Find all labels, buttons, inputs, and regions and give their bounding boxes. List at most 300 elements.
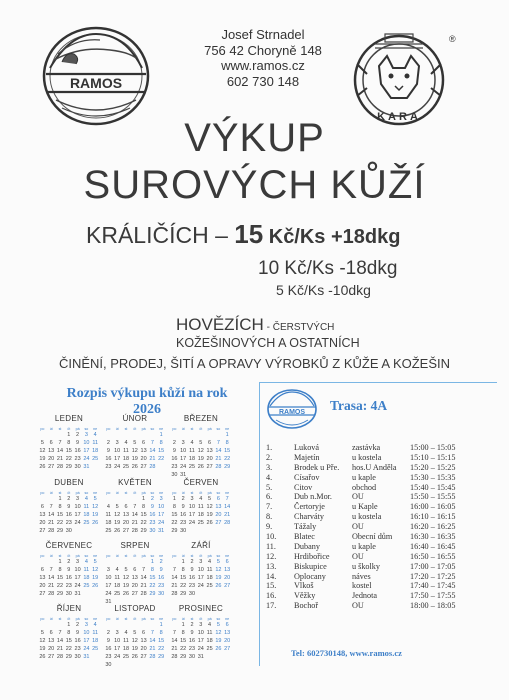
weekday-label: pá [75,427,80,431]
stop-place: u kostela [352,512,382,522]
calendar-day: 20 [224,638,231,644]
calendar-day: 27 [39,591,46,597]
calendar-day: 6 [142,630,146,636]
weekday-label: po [106,427,111,431]
calendar-day: 9 [76,630,80,636]
weekday-label: pá [207,554,212,558]
calendar-day: 31 [158,528,165,534]
calendar-day: 22 [158,646,165,652]
stop-time: 16:20 – 16:25 [410,522,456,532]
calendar-day: 18 [122,456,130,462]
weekday-label: st [58,427,62,431]
calendar-day: 2 [172,440,176,446]
calendar-day: 21 [171,646,178,652]
calendar-day: 14 [215,448,222,454]
calendar-day: 5 [115,504,119,510]
empty-day [188,431,197,439]
empty-day [139,621,148,629]
weekday-label: po [172,554,177,558]
stop-city: Tážaly [294,522,317,532]
calendar-day: 31 [83,654,90,660]
calendar-day: 22 [171,520,178,526]
calendar-day: 23 [74,456,81,462]
weekday-label: st [190,617,194,621]
empty-day [122,621,131,629]
calendar-day: 28 [131,528,138,534]
weekday-label: út [49,491,53,495]
calendar-day: 23 [105,464,112,470]
stop-row [266,552,496,562]
calendar-day: 1 [159,622,163,628]
calendar-day: 18 [92,448,99,454]
calendar-day: 21 [149,646,156,652]
stop-number: 7. [266,502,273,512]
month-name: ČERVENEC [45,541,93,550]
weekday-label: út [115,491,119,495]
calendar-day: 1 [181,622,185,628]
empty-day [214,431,223,439]
calendar-day: 10 [74,567,81,573]
calendar-day: 27 [215,520,222,526]
calendar-day: 16 [188,575,196,581]
calendar-day: 19 [131,456,138,462]
calendar-day: 27 [140,654,147,660]
stop-number: 13. [266,561,277,571]
calendar-day: 29 [180,591,187,597]
calendar-day: 17 [74,512,81,518]
calendar-day: 26 [206,520,213,526]
calendar-day: 26 [122,591,130,597]
weekday-label: po [40,617,45,621]
empty-day [113,558,122,566]
weekday-label: po [40,427,45,431]
calendar-day: 27 [48,654,55,660]
calendar-day: 11 [92,630,99,636]
calendar-day: 30 [188,591,196,597]
calendar-day: 6 [49,440,53,446]
weekday-label: pá [207,427,212,431]
month-days [170,621,232,661]
stop-number: 10. [266,532,277,542]
calendar-day: 21 [56,456,64,462]
stop-city: Blatec [294,532,315,542]
calendar-day: 6 [49,630,53,636]
stop-city: Věžky [294,591,316,601]
calendar-day: 25 [92,646,99,652]
ramos-logo-text: RAMOS [69,75,123,91]
calendar-day: 31 [83,464,90,470]
calendar-day: 24 [114,654,121,660]
calendar-day: 1 [181,559,185,565]
weekday-label: po [40,491,45,495]
calendar-day: 3 [84,622,88,628]
trasa-footer: Tel: 602730148, www.ramos.cz [291,648,402,658]
empty-day [170,431,179,439]
calendar-day: 11 [114,575,121,581]
calendar-title: Rozpis výkupu kůží na rok 2026 [66,386,228,417]
month-name: DUBEN [54,478,84,487]
calendar-day: 1 [58,496,62,502]
stop-city: Dubany [294,541,320,551]
weekday-header [104,489,166,494]
calendar-day: 12 [131,448,138,454]
stop-city: Hrdibořice [294,551,330,561]
calendar-day: 6 [225,622,229,628]
calendar-day: 30 [149,528,156,534]
calendar-day: 17 [114,456,121,462]
stop-number: 3. [266,462,273,472]
stop-time: 17:40 – 17:45 [410,581,456,591]
stop-number: 8. [266,512,273,522]
calendar-day: 10 [188,504,196,510]
calendar-day: 5 [208,496,212,502]
calendar-day: 1 [58,559,62,565]
calendar-day: 29 [65,464,72,470]
calendar-day: 21 [171,583,178,589]
calendar-day: 2 [150,496,154,502]
weekday-label: so [150,427,155,431]
stop-city: Bochoř [294,601,319,611]
calendar-day: 27 [224,583,231,589]
calendar-day: 19 [92,512,99,518]
calendar-day: 31 [105,599,112,605]
weekday-label: út [181,554,185,558]
calendar-day: 9 [106,448,110,454]
stop-row [266,562,496,572]
calendar-day: 22 [65,646,72,652]
contact-web[interactable]: www.ramos.cz [221,58,305,73]
stop-place: OU [352,551,364,561]
stop-city: Luková [294,443,320,452]
calendar-day: 29 [140,528,147,534]
calendar-day: 31 [197,654,204,660]
empty-day [122,558,131,566]
month-name: ZÁŘÍ [191,541,211,550]
stop-number: 2. [266,452,273,462]
weekday-label: út [49,617,53,621]
calendar-month [38,604,100,661]
weekday-label: st [190,491,194,495]
weekday-label: st [190,427,194,431]
month-name: ČERVEN [183,478,219,487]
calendar-day: 19 [206,512,213,518]
calendar-day: 19 [39,456,46,462]
stop-row [266,502,496,512]
calendar-day: 13 [48,638,55,644]
calendar-day: 20 [48,646,55,652]
month-name: LEDEN [54,414,84,423]
calendar-day: 17 [158,512,165,518]
weekday-label: út [115,554,119,558]
calendar-day: 2 [190,559,194,565]
calendar-day: 15 [56,575,64,581]
calendar-day: 11 [189,448,195,454]
calendar-day: 3 [199,622,203,628]
calendar-day: 5 [199,440,203,446]
calendar-day: 2 [76,622,80,628]
calendar-day: 12 [92,567,99,573]
calendar-day: 10 [197,630,204,636]
stop-place: OU [352,492,364,502]
calendar-day: 1 [172,496,176,502]
month-days [104,495,166,535]
stop-city: Oplocany [294,571,326,581]
calendar-day: 1 [150,559,154,565]
calendar-day: 10 [83,440,90,446]
calendar-day: 16 [74,448,81,454]
calendar-day: 30 [180,528,187,534]
calendar-day: 14 [48,512,55,518]
calendar-day: 9 [172,448,176,454]
calendar-day: 3 [76,496,80,502]
ramos-logo [40,24,152,128]
calendar-day: 1 [225,432,229,438]
calendar-day: 2 [106,630,110,636]
calendar-day: 12 [39,448,46,454]
calendar-day: 29 [56,528,64,534]
calendar-day: 13 [48,448,55,454]
trasa-title: Trasa: 4A [330,398,388,413]
weekday-label: ne [93,554,98,558]
weekday-label: st [58,554,62,558]
weekday-label: pá [141,554,146,558]
weekday-header [170,425,232,430]
weekday-label: ne [225,491,230,495]
calendar-day: 26 [92,520,99,526]
calendar-day: 5 [216,622,220,628]
stop-number: 14. [266,571,277,581]
calendar-day: 21 [56,646,64,652]
calendar-day: 2 [181,496,185,502]
weekday-label: so [84,491,89,495]
empty-day [38,621,47,629]
calendar-day: 8 [159,630,163,636]
calendar-day: 20 [224,575,231,581]
weekday-label: po [106,554,111,558]
empty-day [130,621,139,629]
calendar-day: 27 [224,646,231,652]
calendar-day: 26 [39,654,46,660]
calendar-day: 28 [215,464,222,470]
calendar-day: 11 [83,504,90,510]
weekday-label: pá [207,617,212,621]
weekday-label: út [49,554,53,558]
calendar-day: 7 [150,630,154,636]
calendar-day: 13 [140,448,147,454]
calendar-day: 15 [180,575,187,581]
calendar-day: 16 [65,575,72,581]
stop-time: 15:40 – 15:45 [410,482,456,492]
calendar-day: 14 [171,638,178,644]
calendar-day: 12 [215,630,222,636]
calendar-day: 3 [190,496,194,502]
stop-row [266,463,496,473]
calendar-day: 23 [65,520,72,526]
empty-day [122,495,131,503]
headline-line-1: VÝKUP [184,116,325,160]
weekday-label: ne [159,427,164,431]
calendar-day: 31 [180,472,187,478]
calendar-day: 3 [181,440,185,446]
calendar-day: 28 [149,464,156,470]
weekday-label: so [216,617,221,621]
weekday-label: so [216,491,221,495]
calendar-day: 17 [197,638,204,644]
calendar-day: 16 [188,638,196,644]
calendar-day: 29 [56,591,64,597]
calendar-day: 17 [105,583,112,589]
weekday-label: st [124,554,128,558]
calendar-day: 16 [158,575,165,581]
stop-time: 18:00 – 18:05 [410,601,456,611]
calendar-day: 4 [115,567,119,573]
stop-number: 6. [266,492,273,502]
calendar-day: 14 [149,638,156,644]
calendar-day: 26 [131,654,138,660]
calendar-day: 25 [83,583,90,589]
weekday-label: so [216,554,221,558]
month-name: LISTOPAD [114,604,156,613]
stop-city: Majetín [294,452,320,462]
calendar-day: 7 [172,630,176,636]
calendar-day: 29 [65,654,72,660]
calendar-day: 24 [74,583,81,589]
stop-row [266,581,496,591]
calendar-day: 14 [48,575,55,581]
weekday-label: st [124,491,128,495]
calendar-day: 24 [83,456,90,462]
calendar-day: 21 [48,520,55,526]
weekday-label: ne [159,617,164,621]
calendar-month [38,478,100,535]
empty-day [38,431,47,439]
calendar-day: 23 [74,646,81,652]
stop-place: OU [352,522,364,532]
stop-row [266,492,496,502]
weekday-header [104,552,166,557]
weekday-label: čt [133,427,137,431]
calendar-day: 4 [93,622,97,628]
calendar-day: 16 [65,512,72,518]
weekday-label: ne [159,554,164,558]
empty-day [130,431,139,439]
stop-place: náves [352,571,371,581]
calendar-day: 21 [215,456,222,462]
calendar-day: 17 [180,456,187,462]
weekday-label: pá [207,491,212,495]
weekday-label: po [40,554,45,558]
calendar-day: 10 [74,504,81,510]
calendar-day: 6 [225,559,229,565]
calendar-day: 5 [133,630,137,636]
empty-day [148,621,157,629]
calendar-day: 9 [150,504,154,510]
weekday-header [38,552,100,557]
weekday-header [104,425,166,430]
calendar-day: 3 [159,496,163,502]
calendar-day: 23 [180,520,187,526]
calendar-day: 9 [67,567,71,573]
calendar-day: 26 [114,528,121,534]
month-name: PROSINEC [178,604,224,613]
weekday-label: čt [199,554,203,558]
calendar-day: 17 [197,575,204,581]
calendar-day: 30 [158,591,165,597]
empty-day [196,431,205,439]
stop-number: 11. [266,541,276,551]
weekday-label: pá [75,554,80,558]
calendar-day: 18 [92,638,99,644]
weekday-label: pá [141,491,146,495]
month-days [38,431,100,471]
calendar-day: 7 [133,504,137,510]
calendar-day: 15 [65,448,72,454]
calendar-day: 9 [76,440,80,446]
empty-day [170,558,179,566]
calendar-day: 18 [105,520,112,526]
calendar-day: 27 [131,591,138,597]
stop-row [266,483,496,493]
calendar-day: 13 [39,575,46,581]
calendar-day: 28 [171,654,178,660]
stop-time: 15:00 – 15:05 [410,443,456,452]
weekday-label: čt [67,617,71,621]
stop-number: 1. [266,443,273,452]
stop-row [266,473,496,483]
rabbit-price-line [86,219,400,250]
weekday-label: st [124,427,128,431]
empty-day [139,431,148,439]
calendar-day: 12 [131,638,138,644]
calendar-day: 25 [122,654,130,660]
calendar-day: 8 [225,440,229,446]
calendar-day: 15 [158,448,165,454]
stop-place: kostel [352,581,372,591]
empty-day [113,495,122,503]
calendar-day: 13 [215,504,222,510]
calendar-day: 28 [48,528,55,534]
calendar-day: 24 [105,591,112,597]
calendar-day: 9 [159,567,163,573]
calendar-month [170,604,232,661]
calendar-day: 13 [224,630,231,636]
calendar-day: 8 [142,504,146,510]
calendar-day: 10 [114,448,121,454]
calendar-day: 12 [122,575,130,581]
empty-day [104,431,113,439]
weekday-label: čt [199,617,203,621]
calendar-day: 20 [39,520,46,526]
empty-day [139,558,148,566]
calendar-day: 14 [131,512,138,518]
calendar-day: 13 [39,512,46,518]
stop-time: 15:50 – 15:55 [410,492,456,502]
calendar-day: 12 [206,504,213,510]
calendar-day: 26 [39,464,46,470]
calendar-day: 6 [40,567,44,573]
calendar-day: 28 [140,591,147,597]
empty-day [170,621,179,629]
calendar-day: 24 [180,464,187,470]
services-line: ČINĚNÍ, PRODEJ, ŠITÍ A OPRAVY VÝROBKŮ Z KŮŽE A KOŽEŠIN [58,356,451,371]
calendar-day: 9 [106,638,110,644]
empty-day [56,621,65,629]
calendar-day: 19 [39,646,46,652]
stop-row [266,522,496,532]
contact-address: 756 42 Choryně 148 [204,42,322,58]
stop-time: 17:00 – 17:05 [410,561,456,571]
weekday-label: so [84,427,89,431]
